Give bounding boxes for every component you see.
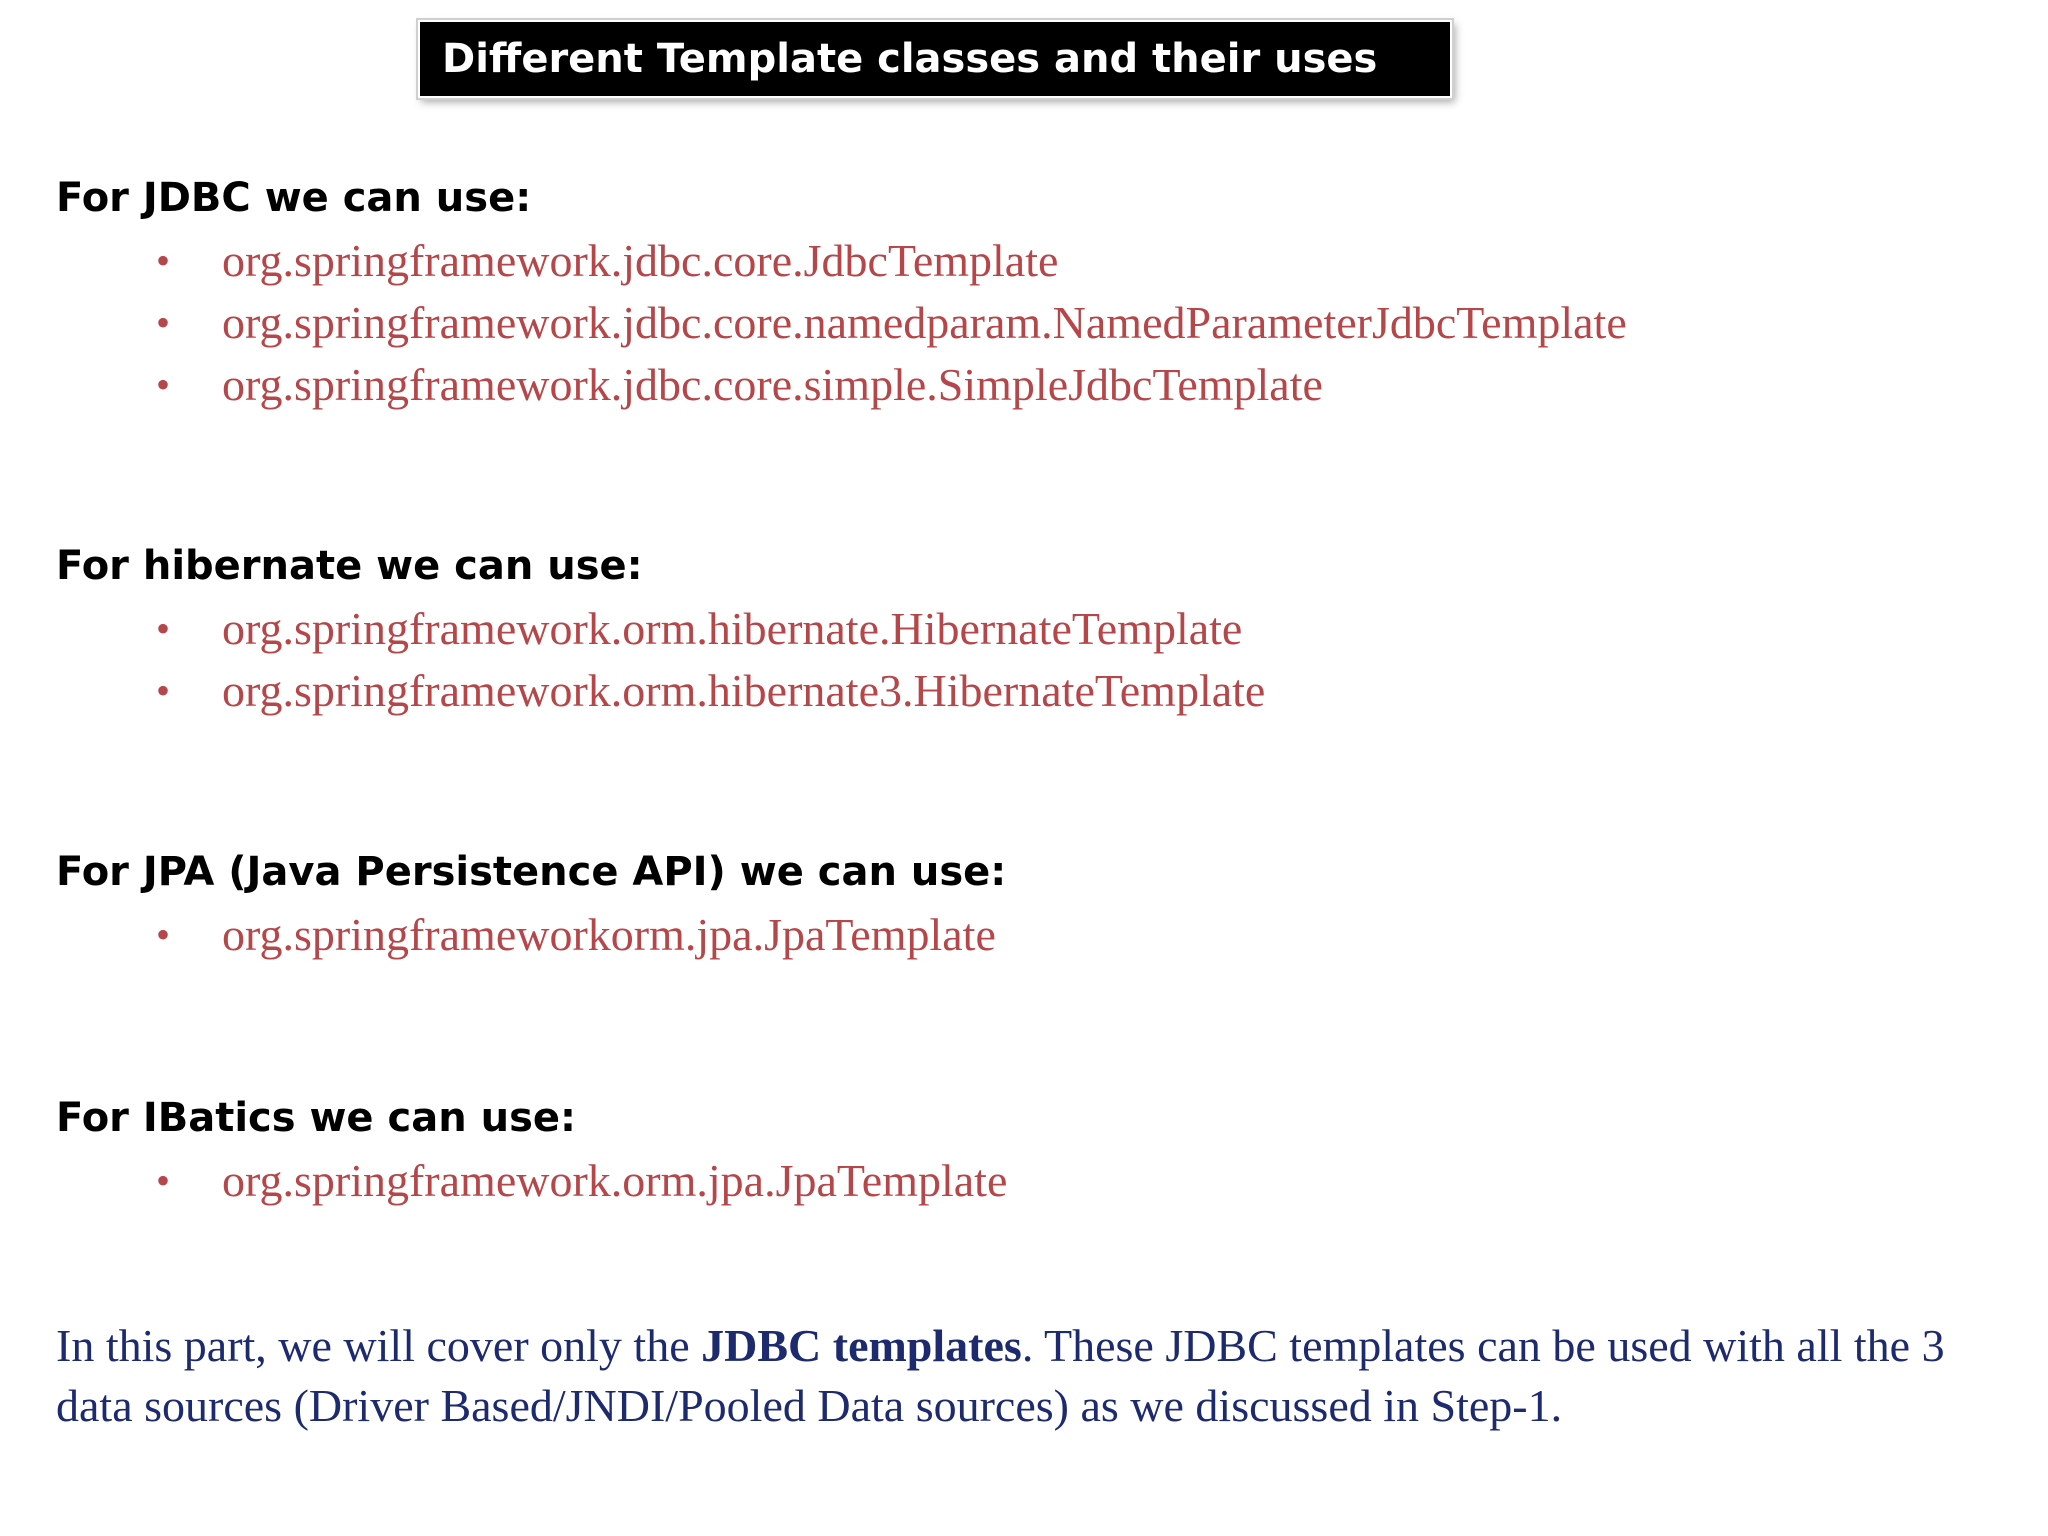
list-item-text: org.springframeworkorm.jpa.JpaTemplate [222,909,996,960]
section-heading: For hibernate we can use: [56,543,643,589]
bullet-icon: • [156,362,171,407]
section-jpa [56,844,1006,966]
slide-title: Different Template classes and their uses [442,36,1378,82]
list-item-text: org.springframework.orm.hibernate3.HibernateTemplate [222,665,1266,716]
list-item-text: org.springframework.orm.jpa.JpaTemplate [222,1155,1008,1206]
list-item [56,598,1265,660]
section-heading: For JPA (Java Persistence API) we can use: [56,849,1007,895]
section-heading: For JDBC we can use: [56,175,532,221]
section-heading: For IBatics we can use: [56,1095,576,1141]
bullet-icon: • [156,912,171,957]
template-list [56,598,1265,722]
list-item [56,904,1006,966]
section-jdbc [56,170,1627,416]
list-item-text: org.springframework.orm.hibernate.HibernateTemplate [222,603,1243,654]
section-hibernate [56,538,1265,722]
template-list [56,1150,1007,1212]
bullet-icon: • [156,606,171,651]
bullet-icon: • [156,668,171,713]
conclusion-emphasis: JDBC templates [701,1320,1022,1371]
template-list [56,904,1006,966]
conclusion-text-start: In this part, we will cover only the [56,1320,702,1371]
bullet-icon: • [156,300,171,345]
list-item [56,1150,1007,1212]
list-item [56,354,1627,416]
list-item-text: org.springframework.jdbc.core.namedparam.NamedParameterJdbcTemplate [222,297,1627,348]
list-item-text: org.springframework.jdbc.core.simple.SimpleJdbcTemplate [222,359,1323,410]
list-item [56,230,1627,292]
conclusion-paragraph [56,1316,2016,1436]
section-ibatics [56,1090,1007,1212]
bullet-icon: • [156,238,171,283]
title-banner [418,20,1452,98]
template-list [56,230,1627,416]
list-item-text: org.springframework.jdbc.core.JdbcTemplate [222,235,1059,286]
bullet-icon: • [156,1158,171,1203]
list-item [56,292,1627,354]
conclusion-text-end: . These JDBC templates can be used with all the 3 data sources (Driver Based/JNDI/Pooled Data sources) as we discussed in Step-1. [56,1320,1945,1431]
list-item [56,660,1265,722]
